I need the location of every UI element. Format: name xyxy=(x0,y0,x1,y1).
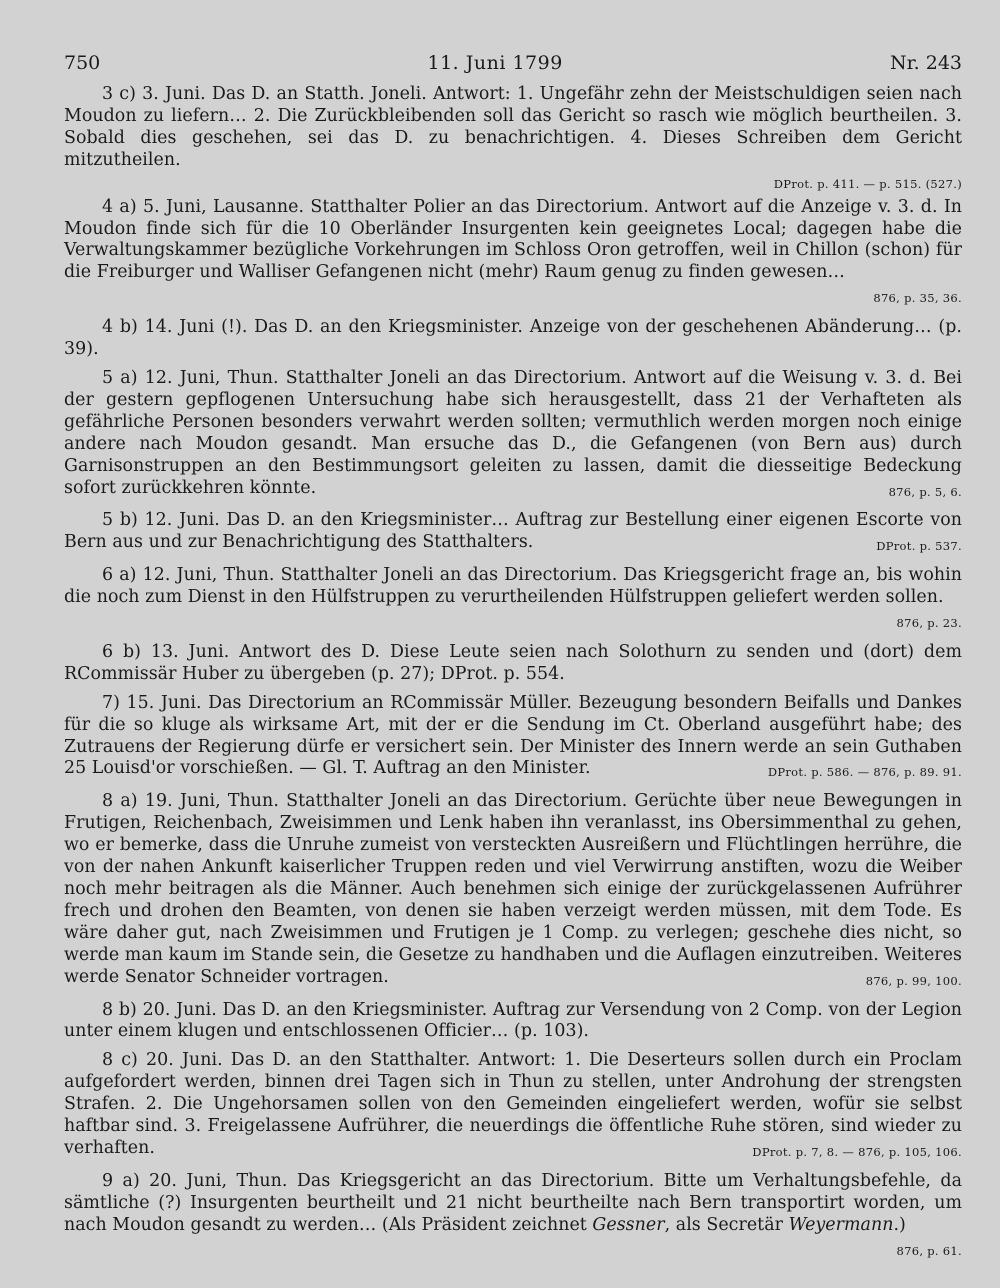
entry-5b xyxy=(64,510,962,558)
entry-text: 4 a) 5. Juni, Lausanne. Statthalter Polier an das Directorium. Antwort auf die Anzeige v. 3. d. In Moudon finde sich für die 10 Oberländer Insurgenten kein geeignetes Local; dagegen habe die Verwaltungskammer bezügliche Vorkehrungen im Schloss Oron getroffen, weil in Chillon (schon) für die Freiburger und Walliser Gefangenen nicht (mehr) Raum genug zu finden gewesen… xyxy=(64,196,962,283)
entry-4a-reference: 876, p. 35, 36. xyxy=(873,291,962,306)
entry-7 xyxy=(64,693,962,785)
entry-8c-reference: DProt. p. 7, 8. — 876, p. 105, 106. xyxy=(752,1144,962,1159)
entry-text: 8 b) 20. Juni. Das D. an den Kriegsminister. Auftrag zur Versendung von 2 Comp. von der Legion unter einem klugen und entschlossenen Officier… (p. 103). xyxy=(64,999,962,1042)
entry-text-after: .) xyxy=(893,1214,906,1235)
entry-text: 3 c) 3. Juni. Das D. an Statth. Joneli. Antwort: 1. Ungefähr zehn der Meistschuldigen seien nach Moudon zu liefern… 2. Die Zurückbleibenden soll das Gericht so rasch wie möglich beurtheilen. 3. Sobald dies geschehen, sei das D. zu benachrichtigen. 4. Dieses Schreiben dem Gericht mitzutheilen. xyxy=(64,84,962,170)
entry-9a-reference: 876, p. 61. xyxy=(896,1243,962,1258)
entry-8a xyxy=(64,791,962,992)
entry-8c xyxy=(64,1050,962,1164)
president-name: Gessner xyxy=(592,1214,665,1235)
entry-3c xyxy=(64,84,962,172)
page-number: 750 xyxy=(64,52,101,74)
secretary-name: Weyermann xyxy=(788,1214,894,1235)
entry-8b xyxy=(64,1000,962,1044)
running-header xyxy=(64,52,962,74)
entry-6a-reference: 876, p. 23. xyxy=(896,616,962,631)
entry-text-middle: , als Secretär xyxy=(664,1214,789,1235)
entry-text: 8 a) 19. Juni, Thun. Statthalter Joneli an das Directorium. Gerüchte über neue Bewegungen in Frutigen, Reichenbach, Zweisimmen und Lenk haben ihn veranlasst, ins Obersimmenthal zu gehen, wo er bemerke, dass die Unruhe zumeist von versteckten Ausreißern und Flüchtlingen herrühre, die von der nahen Ankunft kaiserlicher Truppen reden und viel Verwirrung anstiften, wozu die Weiber noch mehr beitragen als die Männer. Auch benehmen sich einige der zurückgelassenen Aufrührer frech und drohen den Beamten, von denen sie haben verzeigt werden müssen, mit dem Tode. Es wäre daher gut, nach Zweisimmen und Frutigen je 1 Comp. zu verlegen; geschehe dies nicht, so werde man kaum im Stande sein, die Gesetze zu handhaben und die Auflagen einzutreiben. Weiteres werde Senator Schneider vortragen. xyxy=(64,791,962,987)
entry-5a xyxy=(64,368,962,503)
entry-text: 8 c) 20. Juni. Das D. an den Statthalter. Antwort: 1. Die Deserteurs sollen durch ein Proclam aufgefordert werden, binnen drei Tagen sich in Thun zu stellen, unter Androhung der strengsten Strafen. 2. Die Ungehorsamen sollen von den Gemeinden eingeliefert werden, wofür sie selbst haftbar sind. 3. Freigelassene Aufrührer, die neuerdings die öffentliche Ruhe stören, sind wieder zu verhaften. xyxy=(64,1050,962,1158)
entry-7-reference: DProt. p. 586. — 876, p. 89. 91. xyxy=(767,765,962,780)
entry-6b xyxy=(64,642,962,686)
entry-6a xyxy=(64,565,962,635)
entry-text: 4 b) 14. Juni (!). Das D. an den Kriegsminister. Anzeige von der geschehenen Abänderung… (p. 39). xyxy=(64,317,962,360)
entry-text: 5 b) 12. Juni. Das D. an den Kriegsminister… Auftrag zur Bestellung einer eigenen Escorte von Bern aus und zur Benachrichtigung des Statthalters. xyxy=(64,510,962,553)
document-number: Nr. 243 xyxy=(890,52,962,74)
entry-3c-reference: DProt. p. 411. — p. 515. (527.) xyxy=(773,176,962,191)
entry-text: 5 a) 12. Juni, Thun. Statthalter Joneli an das Directorium. Antwort auf die Weisung v. 3. d. Bei der gestern gepflogenen Untersuchung habe sich herausgestellt, dass 21 der Verhafteten als gefährliche Personen besonders verwahrt werden sollten; vermuthlich werden morgen noch einige andere nach Moudon gesandt. Man ersuche das D., die Gefangenen (von Bern aus) durch Garnisonstruppen an den Bestimmungsort geleiten zu lassen, damit die diesseitige Bedeckung sofort zurückkehren könnte. xyxy=(64,367,962,498)
entry-text-before: 9 a) 20. Juni, Thun. Das Kriegsgericht an das Directorium. Bitte um Verhaltungsbefehle, da sämtliche (?) Insurgenten beurtheilt und 21 nicht beurtheilte nach Bern transportirt worden, um nach Moudon gesandt zu werden… (Als Präsident zeichnet xyxy=(64,1170,962,1235)
entry-5b-reference: DProt. p. 537. xyxy=(876,539,962,554)
header-date: 11. Juni 1799 xyxy=(427,52,563,74)
entry-5a-reference: 876, p. 5, 6. xyxy=(888,484,962,499)
entry-text: 6 b) 13. Juni. Antwort des D. Diese Leute seien nach Solothurn zu senden und (dort) dem RCommissär Huber zu übergeben (p. 27); DProt. p. 554. xyxy=(64,641,962,684)
entry-text: 7) 15. Juni. Das Directorium an RCommissär Müller. Bezeugung besondern Beifalls und Dankes für die so kluge als wirksame Art, mit der er die Sendung im Ct. Oberland ausgeführt habe; des Zutrauens der Regierung dürfe er versichert sein. Der Minister des Innern werde an sein Guthaben 25 Louisd'or vorschießen. — Gl. T. Auftrag an den Minister. xyxy=(64,692,962,779)
entry-9a xyxy=(64,1171,962,1263)
entry-4b xyxy=(64,317,962,361)
entry-4a xyxy=(64,197,962,311)
entry-text: 6 a) 12. Juni, Thun. Statthalter Joneli an das Directorium. Das Kriegsgericht frage an, bis wohin die noch zum Dienst in den Hülfstruppen zu verurtheilenden Hülfstruppen geliefert werden sollen. xyxy=(64,565,962,608)
entry-8a-reference: 876, p. 99, 100. xyxy=(865,973,962,988)
